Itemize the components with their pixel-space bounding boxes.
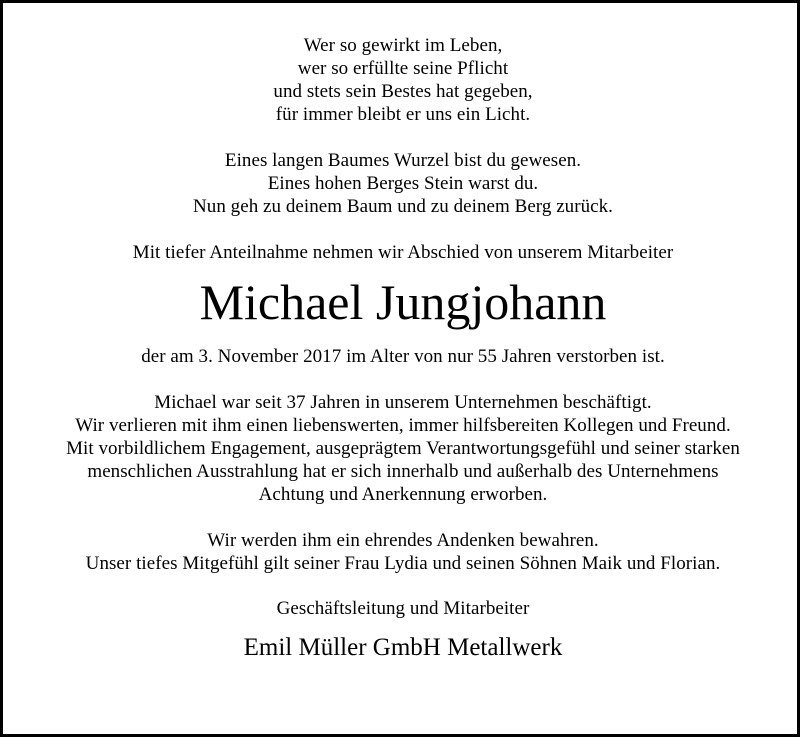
poem-line: Eines langen Baumes Wurzel bist du gewesen. <box>224 150 582 171</box>
death-notice-text: der am 3. November 2017 im Alter von nur 55 Jahren verstorben ist. <box>141 346 665 367</box>
company-name: Emil Müller GmbH Metallwerk <box>243 634 563 661</box>
poem-line: Nun geh zu deinem Baum und zu deinem Berg zurück. <box>193 196 613 217</box>
intro-text: Mit tiefer Anteilnahme nehmen wir Abschied von unserem Mitarbeiter <box>132 242 674 263</box>
poem-line: Eines hohen Berges Stein warst du. <box>267 173 539 194</box>
closing-line: Unser tiefes Mitgefühl gilt seiner Frau Lydia und seinen Söhnen Maik und Florian. <box>85 553 721 574</box>
poem-line: für immer bleibt er uns ein Licht. <box>275 104 531 125</box>
tribute-line: Achtung und Anerkennung erworben. <box>258 484 548 505</box>
tribute-line: Mit vorbildlichem Engagement, ausgeprägtem Verantwortungsgefühl und seiner starken <box>66 438 740 459</box>
poem-line: Wer so gewirkt im Leben, <box>303 35 503 56</box>
poem-line: und stets sein Bestes hat gegeben, <box>273 81 533 102</box>
closing-line: Wir werden ihm ein ehrendes Andenken bewahren. <box>207 530 599 551</box>
tribute-line: menschlichen Ausstrahlung hat er sich innerhalb und außerhalb des Unternehmens <box>87 461 719 482</box>
deceased-name: Michael Jungjohann <box>199 274 607 330</box>
poem-line: wer so erfüllte seine Pflicht <box>297 58 509 79</box>
tribute-line: Michael war seit 37 Jahren in unserem Unternehmen beschäftigt. <box>154 392 652 413</box>
signature-text: Geschäftsleitung und Mitarbeiter <box>276 598 530 619</box>
tribute-line: Wir verlieren mit ihm einen liebenswerten, immer hilfsbereiten Kollegen und Freund. <box>75 415 731 436</box>
